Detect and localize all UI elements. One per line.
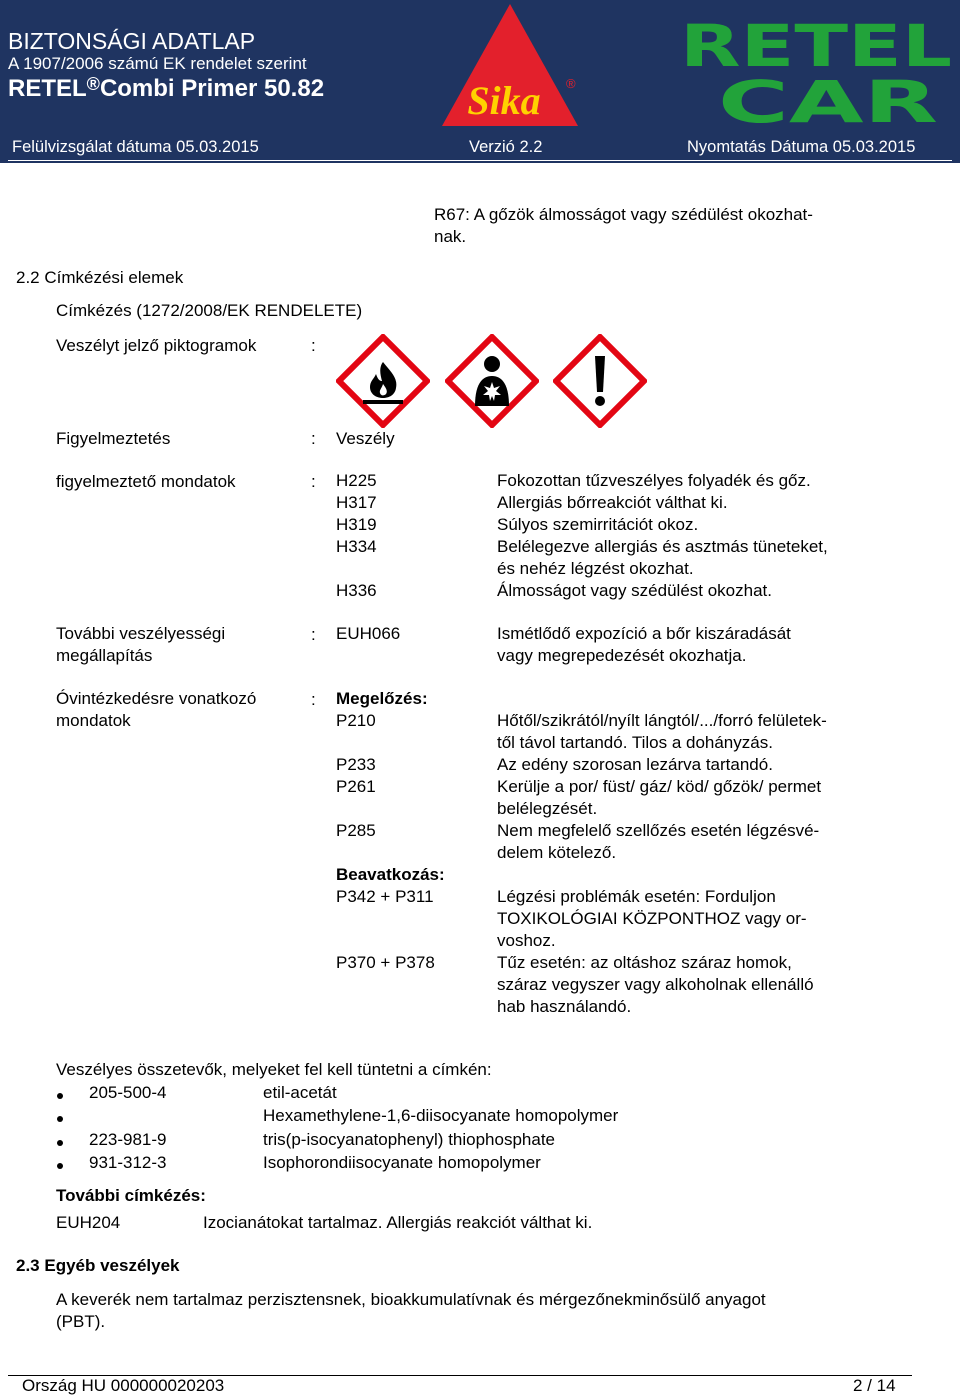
precaution-code: P210 <box>336 711 376 730</box>
precaution-codes <box>336 688 445 974</box>
footer-page-number: 2 / 14 <box>853 1376 896 1395</box>
section-2-3-title: 2.3 Egyéb veszélyek <box>16 1256 180 1275</box>
signal-word-label: Figyelmeztetés <box>56 429 171 448</box>
section-2-2-subtitle: Címkézés (1272/2008/EK RENDELETE) <box>56 301 363 320</box>
component-ec <box>89 1104 167 1127</box>
component-ec: 205-500-4 <box>89 1083 167 1102</box>
hazard-code: H319 <box>336 515 377 534</box>
hazard-codes <box>336 470 377 602</box>
hazard-code: H336 <box>336 581 377 600</box>
precaution-code: P285 <box>336 821 376 840</box>
health-hazard-pictogram-icon <box>445 334 539 428</box>
precaution-code: P261 <box>336 777 376 796</box>
precaution-code: P233 <box>336 755 376 774</box>
hazard-text: Álmosságot vagy szédülést okozhat. <box>497 581 772 600</box>
supplemental-code: EUH066 <box>336 624 401 643</box>
pictograms-label: Veszélyt jelző piktogramok <box>56 336 257 355</box>
components-intro: Veszélyes összetevők, melyeket fel kell tüntetni a címkén: <box>56 1060 492 1079</box>
retel-logo-line2: CAR <box>718 68 938 126</box>
additional-labelling-heading: További címkézés: <box>56 1186 206 1205</box>
component-ec: 931-312-3 <box>89 1152 167 1172</box>
component-name: tris(p-isocyanatophenyl) thiophosphate <box>263 1129 556 1149</box>
additional-code: EUH204 <box>56 1213 121 1232</box>
supplemental-label: További veszélyességi megállapítás <box>56 624 226 665</box>
bullet-icon <box>57 1163 63 1169</box>
regulation-reference: A 1907/2006 számú EK rendelet szerint <box>8 54 307 73</box>
colon: : <box>311 690 316 709</box>
colon: : <box>311 336 316 355</box>
sika-logo <box>440 2 580 128</box>
supplemental-text: Ismétlődő expozíció a bőr kiszáradását vagy megrepedezését okozhatja. <box>497 624 791 665</box>
additional-text: Izocianátokat tartalmaz. Allergiás reakciót válthat ki. <box>203 1213 593 1232</box>
precaution-texts: Hőtől/szikrától/nyílt lángtól/.../forró felületek- től távol tartandó. Tilos a dohányzás. Az edény szorosan lezárva tartandó. Kerülje a por/ füst/ gáz/ köd/ gőzök/ permet belélegzését. Nem megfelelő szellőzés esetén légzésvé- delem kötelező. Légzési problémák esetén: Forduljon TOXIKOLÓGIAI KÖZPONTHOZ vagy or- voshoz. Tűz esetén: az oltáshoz száraz homok, száraz vegyszer vagy alkoholnak ellenálló hab használandó. <box>497 711 827 1016</box>
hazard-code: H317 <box>336 493 377 512</box>
svg-text:®: ® <box>566 76 576 91</box>
section-2-2-title: 2.2 Címkézési elemek <box>16 268 184 287</box>
precaution-code: P370 + P378 <box>336 953 435 972</box>
precaution-label: Óvintézkedésre vonatkozó mondatok <box>56 689 257 730</box>
component-ec-numbers <box>89 1081 167 1174</box>
hazard-code: H334 <box>336 537 377 556</box>
bullet-icon <box>57 1116 63 1122</box>
colon: : <box>311 625 316 644</box>
r67-line2: nak. <box>434 227 467 246</box>
revision-date: Felülvizsgálat dátuma 05.03.2015 <box>12 138 259 156</box>
retel-logo-line1: RETEL <box>680 14 952 80</box>
hazard-code: H225 <box>336 471 377 490</box>
header-divider <box>8 160 952 161</box>
exclamation-pictogram-icon <box>553 334 647 428</box>
prevention-heading: Megelőzés: <box>336 689 428 708</box>
hazard-text: és nehéz légzést okozhat. <box>497 559 694 578</box>
hazard-text: Súlyos szemirritációt okoz. <box>497 515 699 534</box>
hazard-texts <box>497 470 828 602</box>
component-names <box>263 1081 618 1174</box>
component-name: Hexamethylene-1,6-diisocyanate homopolymer <box>263 1106 619 1126</box>
version: Verzió 2.2 <box>469 138 543 156</box>
colon: : <box>311 429 316 448</box>
document-header <box>0 0 960 163</box>
signal-word-value: Veszély <box>336 429 395 448</box>
bullet-icon <box>57 1140 63 1146</box>
footer-country: Ország HU 000000020203 <box>22 1376 225 1395</box>
hazard-statements-label: figyelmeztető mondatok <box>56 472 236 491</box>
retel-car-logo <box>680 14 955 126</box>
component-name: Isophorondiisocyanate homopolymer <box>263 1152 541 1172</box>
print-date: Nyomtatás Dátuma 05.03.2015 <box>687 138 916 156</box>
document-title: BIZTONSÁGI ADATLAP <box>8 28 256 54</box>
sika-logo-text: Sika <box>467 78 541 123</box>
section-2-3-text: A keverék nem tartalmaz perzisztensnek, bioakkumulatívnak és mérgezőnekminősülő anyagot (PBT). <box>56 1290 766 1331</box>
component-name: etil-acetát <box>263 1083 337 1102</box>
component-ec: 223-981-9 <box>89 1129 167 1149</box>
r67-line1: R67: A gőzök álmosságot vagy szédülést okozhat- <box>434 205 813 224</box>
product-name: RETEL®Combi Primer 50.82 <box>8 74 325 102</box>
colon: : <box>311 472 316 491</box>
hazard-text: Fokozottan tűzveszélyes folyadék és gőz. <box>497 471 811 490</box>
hazard-text: Belélegezve allergiás és asztmás tüneteket, <box>497 537 828 556</box>
hazard-text: Allergiás bőrreakciót válthat ki. <box>497 493 728 512</box>
bullet-icon <box>57 1093 63 1099</box>
response-heading: Beavatkozás: <box>336 865 445 884</box>
precaution-code: P342 + P311 <box>336 887 434 906</box>
flame-pictogram-icon <box>336 334 430 428</box>
